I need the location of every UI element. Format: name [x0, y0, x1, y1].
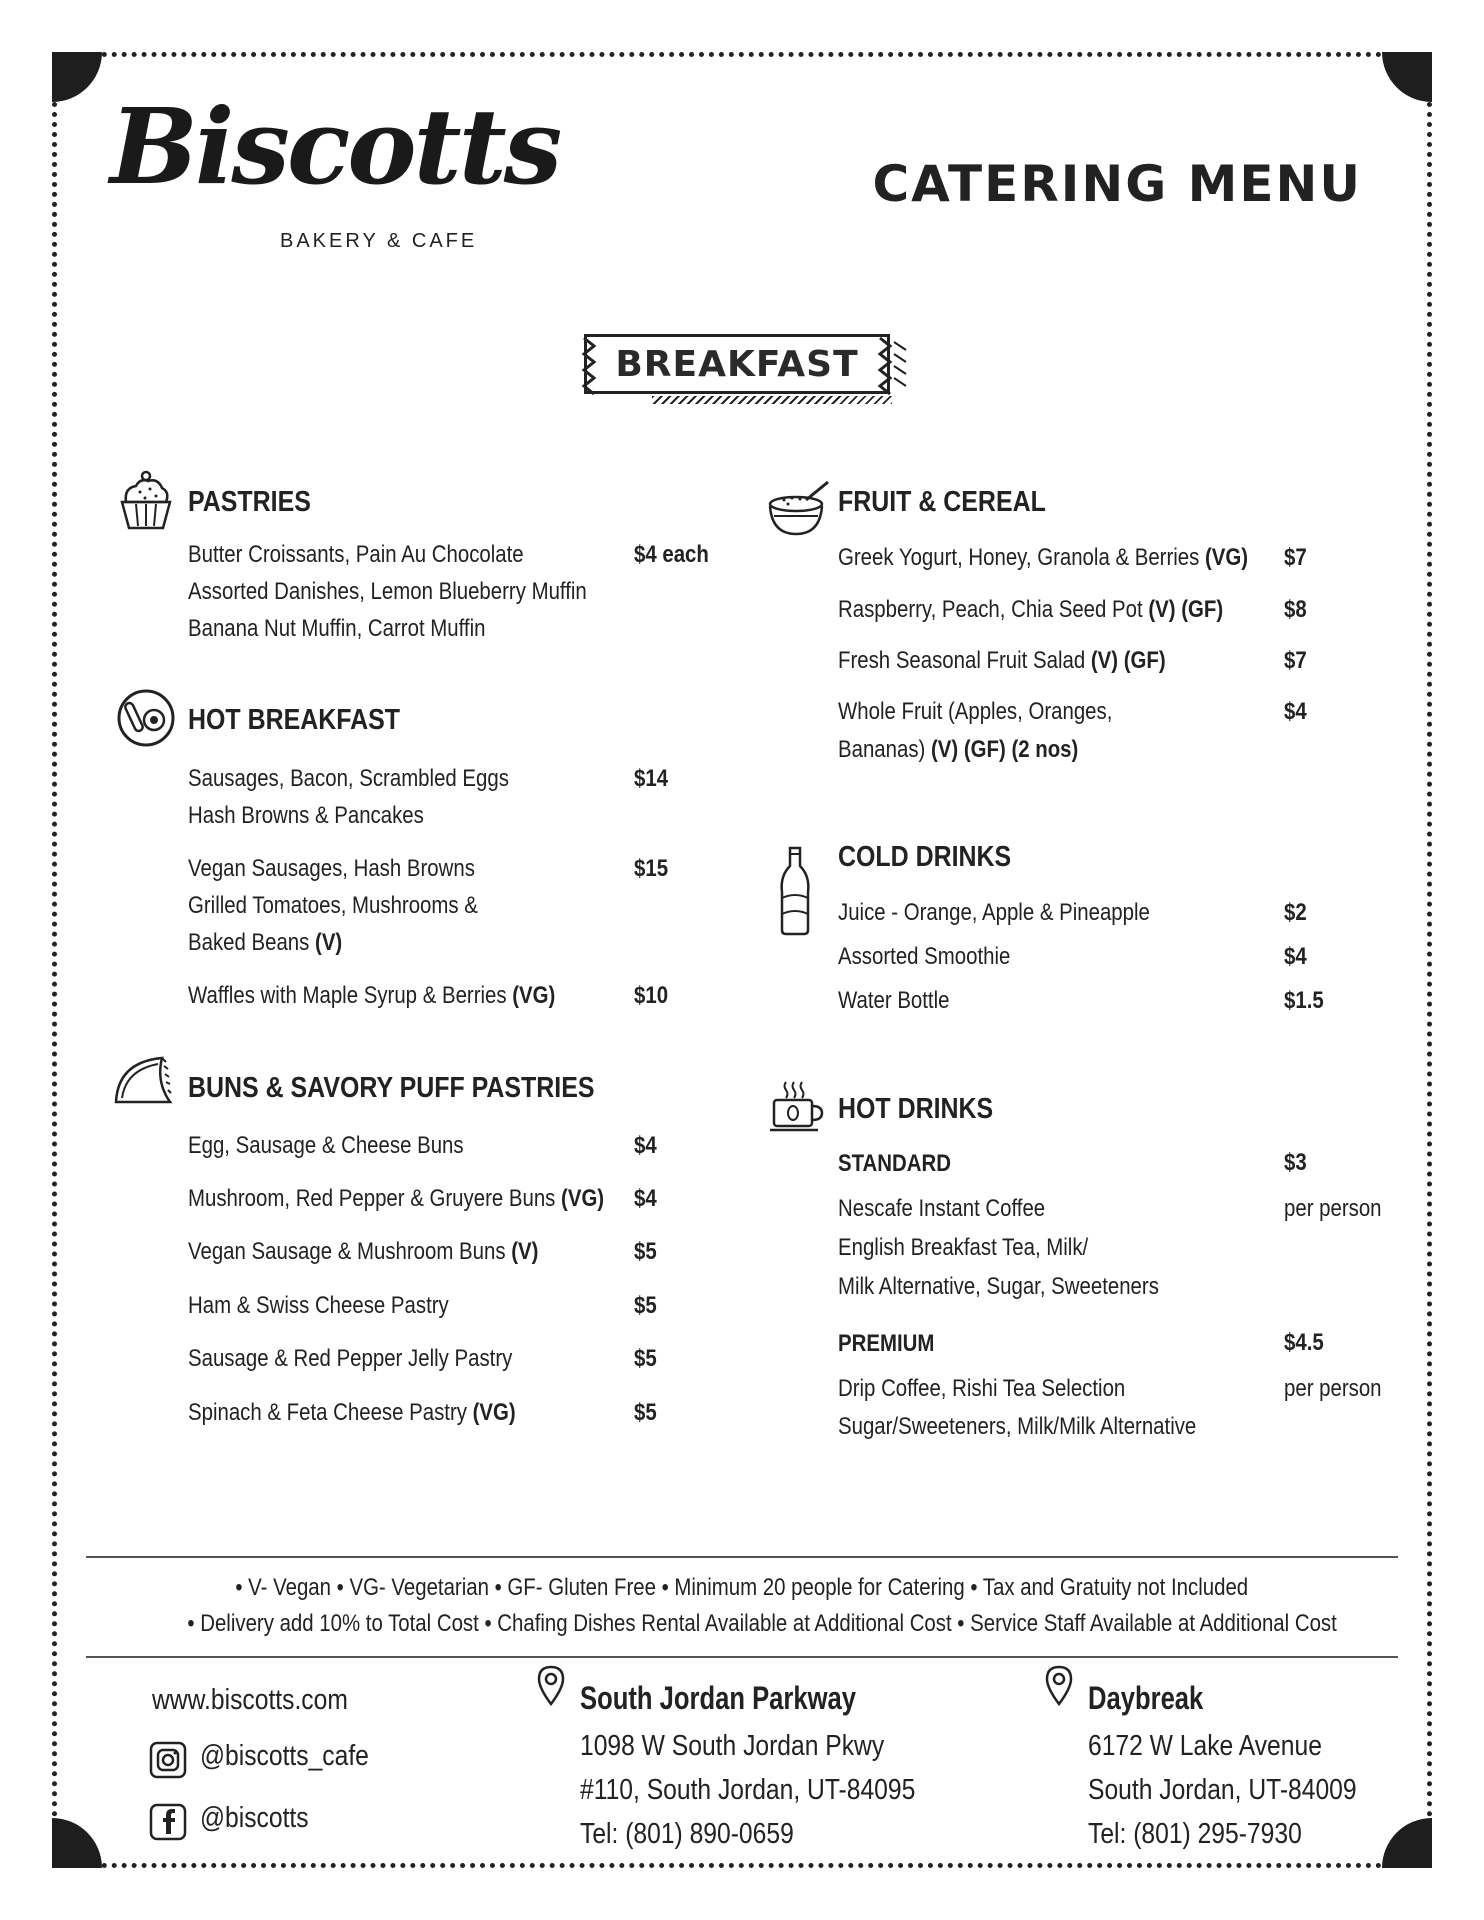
- address-line: #110, South Jordan, UT-84095: [580, 1774, 916, 1806]
- divider: [86, 1656, 1398, 1658]
- list-item: Grilled Tomatoes, Mushrooms &: [188, 892, 478, 919]
- item-price: $5: [634, 1399, 657, 1426]
- biscotts-logo: [110, 85, 560, 255]
- buns-title: BUNS & SAVORY PUFF PASTRIES: [188, 1072, 595, 1104]
- item-price: $7: [1284, 544, 1307, 571]
- item-price: $4: [634, 1185, 657, 1212]
- location-name: South Jordan Parkway: [580, 1680, 856, 1716]
- list-item: Fresh Seasonal Fruit Salad (V) (GF): [838, 647, 1166, 674]
- price-unit: per person: [1284, 1375, 1382, 1402]
- item-price: $14: [634, 765, 669, 792]
- item-price: $5: [634, 1345, 657, 1372]
- item-price: $4: [634, 1132, 657, 1159]
- list-item: Banana Nut Muffin, Carrot Muffin: [188, 615, 486, 642]
- pastries-title: PASTRIES: [188, 486, 311, 518]
- list-item: Greek Yogurt, Honey, Granola & Berries (VG): [838, 544, 1249, 571]
- coffee-cup-icon: [768, 1078, 826, 1134]
- cold-drinks-title: COLD DRINKS: [838, 841, 1012, 873]
- section-title: BREAKFAST: [615, 343, 859, 385]
- item-price: $7: [1284, 647, 1307, 674]
- instagram-handle[interactable]: @biscotts_cafe: [200, 1740, 369, 1772]
- list-item: Mushroom, Red Pepper & Gruyere Buns (VG): [188, 1185, 605, 1212]
- list-item: Waffles with Maple Syrup & Berries (VG): [188, 982, 556, 1009]
- breakfast-plate-icon: [116, 688, 176, 748]
- notes-line: • Delivery add 10% to Total Cost • Chafing Dishes Rental Available at Additional Cost • Service Staff Available at Additional Cost: [187, 1610, 1337, 1637]
- facebook-icon: [148, 1802, 188, 1842]
- logo-wordmark: Biscotts: [110, 85, 560, 208]
- list-item: Vegan Sausage & Mushroom Buns (V): [188, 1238, 539, 1265]
- list-item: Drip Coffee, Rishi Tea Selection: [838, 1375, 1126, 1402]
- list-item: Egg, Sausage & Cheese Buns: [188, 1132, 464, 1159]
- list-item: Whole Fruit (Apples, Oranges,: [838, 698, 1113, 725]
- item-price: $5: [634, 1238, 657, 1265]
- notes-line: • V- Vegan • VG- Vegetarian • GF- Gluten Free • Minimum 20 people for Catering • Tax and Gratuity not Included: [235, 1574, 1249, 1601]
- page-title: CATERING MENU: [872, 155, 1362, 213]
- fruit-cereal-title: FRUIT & CEREAL: [838, 486, 1046, 518]
- list-item: Ham & Swiss Cheese Pastry: [188, 1292, 449, 1319]
- hot-breakfast-title: HOT BREAKFAST: [188, 704, 400, 736]
- address-line: 1098 W South Jordan Pkwy: [580, 1730, 885, 1762]
- phone-number[interactable]: Tel: (801) 890-0659: [580, 1818, 794, 1850]
- section-badge: [580, 330, 910, 410]
- location-pin-icon: [536, 1664, 566, 1706]
- list-item: Raspberry, Peach, Chia Seed Pot (V) (GF): [838, 596, 1224, 623]
- facebook-handle[interactable]: @biscotts: [200, 1802, 309, 1834]
- list-item: Vegan Sausages, Hash Browns: [188, 855, 475, 882]
- list-item: Sausage & Red Pepper Jelly Pastry: [188, 1345, 513, 1372]
- item-price: $4 each: [634, 541, 709, 568]
- list-item: Assorted Smoothie: [838, 943, 1011, 970]
- location-name: Daybreak: [1088, 1680, 1204, 1716]
- list-item: Baked Beans (V): [188, 929, 343, 956]
- bottle-icon: [778, 844, 812, 936]
- list-item: Sausages, Bacon, Scrambled Eggs: [188, 765, 509, 792]
- website-link[interactable]: www.biscotts.com: [152, 1684, 348, 1716]
- logo-subtitle: BAKERY & CAFE: [280, 230, 478, 252]
- list-item: English Breakfast Tea, Milk/: [838, 1234, 1089, 1261]
- cupcake-icon: [118, 468, 174, 532]
- instagram-icon: [148, 1740, 188, 1780]
- item-price: $4.5: [1284, 1329, 1324, 1356]
- address-line: 6172 W Lake Avenue: [1088, 1730, 1322, 1762]
- address-line: South Jordan, UT-84009: [1088, 1774, 1357, 1806]
- location-pin-icon: [1044, 1664, 1074, 1706]
- item-price: $1.5: [1284, 987, 1324, 1014]
- item-price: $3: [1284, 1149, 1307, 1176]
- list-item: Sugar/Sweeteners, Milk/Milk Alternative: [838, 1413, 1197, 1440]
- price-unit: per person: [1284, 1195, 1382, 1222]
- premium-label: PREMIUM: [838, 1330, 935, 1357]
- cereal-bowl-icon: [766, 478, 834, 540]
- list-item: Nescafe Instant Coffee: [838, 1195, 1046, 1222]
- divider: [86, 1556, 1398, 1558]
- list-item: Juice - Orange, Apple & Pineapple: [838, 899, 1150, 926]
- hot-drinks-title: HOT DRINKS: [838, 1093, 994, 1125]
- item-price: $15: [634, 855, 669, 882]
- list-item: Water Bottle: [838, 987, 950, 1014]
- list-item: Spinach & Feta Cheese Pastry (VG): [188, 1399, 516, 1426]
- item-price: $10: [634, 982, 669, 1009]
- list-item: Assorted Danishes, Lemon Blueberry Muffin: [188, 578, 587, 605]
- list-item: Butter Croissants, Pain Au Chocolate: [188, 541, 524, 568]
- empanada-icon: [110, 1052, 176, 1108]
- list-item: Milk Alternative, Sugar, Sweeteners: [838, 1273, 1159, 1300]
- standard-label: STANDARD: [838, 1150, 951, 1177]
- phone-number[interactable]: Tel: (801) 295-7930: [1088, 1818, 1302, 1850]
- item-price: $4: [1284, 698, 1307, 725]
- item-price: $5: [634, 1292, 657, 1319]
- list-item: Bananas) (V) (GF) (2 nos): [838, 736, 1079, 763]
- item-price: $4: [1284, 943, 1307, 970]
- list-item: Hash Browns & Pancakes: [188, 802, 424, 829]
- item-price: $8: [1284, 596, 1307, 623]
- item-price: $2: [1284, 899, 1307, 926]
